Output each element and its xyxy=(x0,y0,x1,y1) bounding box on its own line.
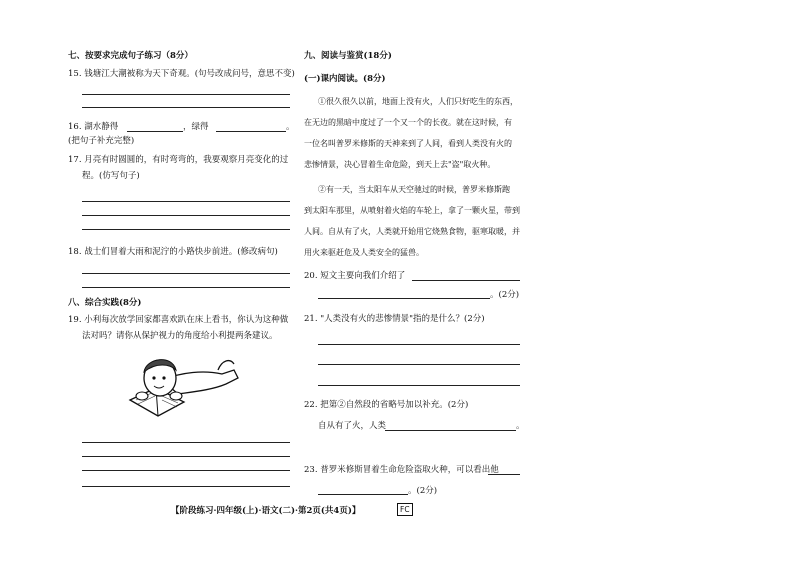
answer-line[interactable] xyxy=(82,486,290,487)
answer-line[interactable] xyxy=(82,107,290,108)
question-21: 21. "人类没有火的悲惨情景"指的是什么？(2分) xyxy=(304,314,485,324)
answer-blank[interactable] xyxy=(488,474,520,475)
question-20: 20. 短文主要向我们介绍了 xyxy=(304,271,406,281)
answer-line[interactable] xyxy=(82,287,290,288)
passage-para2-line: 到太阳车那里，从喷射着火焰的车轮上，拿了一颗火星，带到 xyxy=(304,206,520,215)
question-22-end: 。 xyxy=(516,421,525,431)
question-22-start: 自从有了火，人类 xyxy=(318,421,387,431)
passage-para2-line: ②有一天，当太阳车从天空驰过的时候，普罗米修斯跑 xyxy=(318,185,510,194)
passage-para1-line: ①很久很久以前，地面上没有火，人们只好吃生的东西， xyxy=(318,97,518,106)
passage-para1-line: 在无边的黑暗中度过了一个又一个的长夜。就在这时候，有 xyxy=(304,118,512,127)
question-22: 22. 把第②自然段的省略号加以补充。(2分) xyxy=(304,400,469,410)
fc-badge: FC xyxy=(397,503,413,516)
question-17-line1: 17. 月亮有时圆圆的，有时弯弯的，我要观察月亮变化的过 xyxy=(68,155,289,165)
passage-para2-line: 用火来驱赶危及人类安全的猛兽。 xyxy=(304,248,424,257)
answer-blank[interactable] xyxy=(127,131,183,132)
question-16-end: 。 xyxy=(286,122,295,132)
answer-line[interactable] xyxy=(318,344,520,345)
question-17-line2: 程。(仿写句子) xyxy=(82,171,140,181)
question-19-line1: 19. 小利每次放学回家都喜欢趴在床上看书，你认为这种做 xyxy=(68,315,289,325)
passage-para2-line: 人间。自从有了火，人类就开始用它烧熟食物，驱寒取暖，并 xyxy=(304,227,520,236)
answer-line[interactable] xyxy=(82,201,290,202)
section-8-title: 八、综合实践(8分) xyxy=(68,298,142,308)
boy-reading-illustration xyxy=(122,350,242,420)
question-16-prefix: 16. 湖水静得 xyxy=(68,122,119,132)
section-7-title: 七、按要求完成句子练习（8分） xyxy=(68,51,193,61)
question-23: 23. 普罗米修斯冒着生命危险盗取火种，可以看出他 xyxy=(304,465,499,475)
answer-blank[interactable] xyxy=(216,131,286,132)
part-1-title: (一)课内阅读。(8分) xyxy=(304,74,386,84)
answer-line[interactable] xyxy=(82,273,290,274)
answer-blank[interactable] xyxy=(385,430,516,431)
answer-line[interactable] xyxy=(318,385,520,386)
answer-line[interactable] xyxy=(318,298,490,299)
answer-line[interactable] xyxy=(82,215,290,216)
answer-line[interactable] xyxy=(412,280,520,281)
question-15: 15. 钱塘江大潮被称为天下奇观。(句号改成问号，意思不变) xyxy=(68,69,295,79)
section-9-title: 九、阅读与鉴赏(18分) xyxy=(304,51,392,61)
answer-line[interactable] xyxy=(82,442,290,443)
answer-line[interactable] xyxy=(82,94,290,95)
question-16-note: (把句子补充完整) xyxy=(68,136,135,146)
answer-line[interactable] xyxy=(318,494,408,495)
question-20-score: 。(2分) xyxy=(490,290,520,300)
answer-line[interactable] xyxy=(318,364,520,365)
passage-para1-line: 一位名叫普罗米修斯的天神来到了人间，看到人类没有火的 xyxy=(304,139,512,148)
passage-para1-line: 悲惨情景，决心冒着生命危险，到天上去"盗"取火种。 xyxy=(304,160,496,169)
page-footer: 【阶段练习·四年级(上)·语文(二)·第2页(共4页)】 xyxy=(171,506,361,516)
question-16-middle: ，绿得 xyxy=(183,122,209,132)
question-23-score: 。(2分) xyxy=(408,486,438,496)
answer-line[interactable] xyxy=(82,229,290,230)
question-18: 18. 战士们冒着大雨和泥泞的小路快步前进。(修改病句) xyxy=(68,247,278,257)
answer-line[interactable] xyxy=(82,456,290,457)
answer-line[interactable] xyxy=(82,470,290,471)
question-19-line2: 法对吗？请你从保护视力的角度给小利提两条建议。 xyxy=(82,331,278,341)
